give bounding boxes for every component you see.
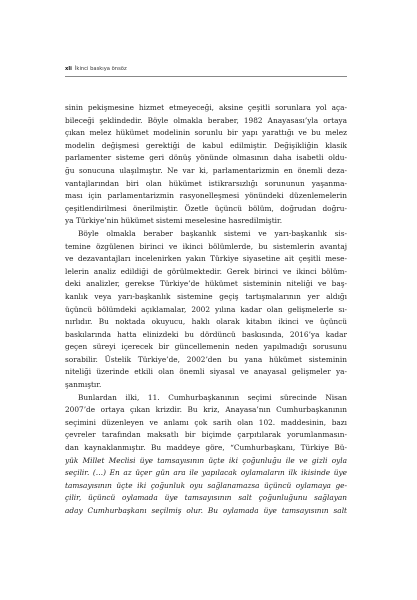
body-text xyxy=(65,102,347,518)
text-line: parlamenter sisteme geri dönüş yönünde olmasının daha isabetli oldu- xyxy=(65,153,347,163)
text-line: modelin değişmesi gerektiği de kabul edilmiştir. Değişikliğin klasik xyxy=(65,140,347,150)
text-line: üçüncü bölümdeki açıklamalar, 2002 yılına kadar olan gelişmelerle sı- xyxy=(65,304,347,314)
text-line: tamsayısının üçte iki çoğunluk oyu sağlanamazsa üçüncü oylamaya ge- xyxy=(65,480,347,490)
text-line: çıkan melez hükümet modelinin sorunlu bir yapı yarattığı ve bu melez xyxy=(65,128,347,138)
text-line: ya Türkiye’nin hükümet sistemi meselesine hasredilmiştir. xyxy=(65,216,283,226)
text-line: seçimini düzenleyen ve anlamı çok sarih olan 102. maddesinin, bazı xyxy=(65,417,347,427)
text-line: çilir, üçüncü oylamada üye tamsayısının salt çoğunluğunu sağlayan xyxy=(65,493,347,503)
text-line: yük Millet Meclisi üye tamsayısının üçte iki çoğunluğu ile ve gizli oyla xyxy=(65,455,347,465)
text-line: sinin pekişmesine hizmet etmeyeceği, aksine çeşitli sorunlara yol aça- xyxy=(65,103,347,112)
text-line: Böyle olmakla beraber başkanlık sistemi ve yarı-başkanlık sis- xyxy=(78,228,347,238)
text-line: Bunlardan ilki, 11. Cumhurbaşkanının seçimi sürecinde Nisan xyxy=(78,392,347,402)
header-rule xyxy=(65,76,347,77)
text-line: vantajlarından biri olan hükümet istikrarsızlığı sorununun yaşanma- xyxy=(65,178,347,188)
text-line: ğu sonucuna ulaşılmıştır. Ne var ki, parlamentarizmin en önemli deza- xyxy=(65,165,347,175)
page-number: xli xyxy=(65,66,72,72)
text-line: kanlık veya yarı-başkanlık sistemine geçiş tartışmalarının yer aldığı xyxy=(65,291,347,301)
text-line: nırlıdır. Bu noktada okuyucu, haklı olarak kitabın ikinci ve üçüncü xyxy=(65,317,347,327)
running-header xyxy=(65,66,127,72)
text-line: deki analizler, gerekse Türkiye’de hükümet sisteminin niteliği ve baş- xyxy=(65,279,347,289)
text-line: çeşitlendirilmesi önerilmiştir. Özetle üçüncü bölüm, doğrudan doğru- xyxy=(65,203,347,213)
text-line: niteliği üzerinde etkili olan önemli siyasal ve anayasal gelişmeler ya- xyxy=(65,367,347,377)
text-line: geçen süreyi içerecek bir güncellemenin neden yapılmadığı sorusunu xyxy=(65,342,347,352)
text-line: ması için parlamentarizmin rasyonelleşmesi yönündeki düzenlemelerin xyxy=(65,191,347,201)
text-line: seçilir. (…) En az üçer gün ara ile yapılacak oylamaların ilk ikisinde üye xyxy=(65,468,347,478)
text-line: baskılarında hatta elinizdeki bu dördüncü baskısında, 2016’ya kadar xyxy=(65,329,347,339)
text-line: sorabilir. Üstelik Türkiye’de, 2002’den bu yana hükümet sisteminin xyxy=(65,354,347,364)
text-line: dan kaynaklanmıştır. Bu maddeye göre, “Cumhurbaşkanı, Türkiye Bü- xyxy=(65,443,347,453)
text-line: lelerin analiz edildiği de görülmektedir. Gerek birinci ve ikinci bölüm- xyxy=(65,266,347,276)
text-line: aday Cumhurbaşkanı seçilmiş olur. Bu oylamada üye tamsayısının salt xyxy=(65,506,347,515)
text-line: ve dezavantajları incelenirken yakın Türkiye siyasetine ait çeşitli mese- xyxy=(65,254,347,264)
text-line: 2007’de ortaya çıkan krizdir. Bu kriz, Anayasa’nın Cumhurbaşkanının xyxy=(65,405,347,415)
text-line: şanmıştır. xyxy=(65,380,102,390)
text-line: temine özgülenen birinci ve ikinci bölümlerde, bu sistemlerin avantaj xyxy=(65,241,347,251)
text-line: bileceği şeklindedir. Böyle olmakla beraber, 1982 Anayasası’yla ortaya xyxy=(65,115,347,125)
running-title: İkinci baskıya önsöz xyxy=(74,66,127,72)
text-line: çevreler tarafından maksatlı bir biçimde çarpıtılarak yorumlanmasın- xyxy=(65,430,347,440)
